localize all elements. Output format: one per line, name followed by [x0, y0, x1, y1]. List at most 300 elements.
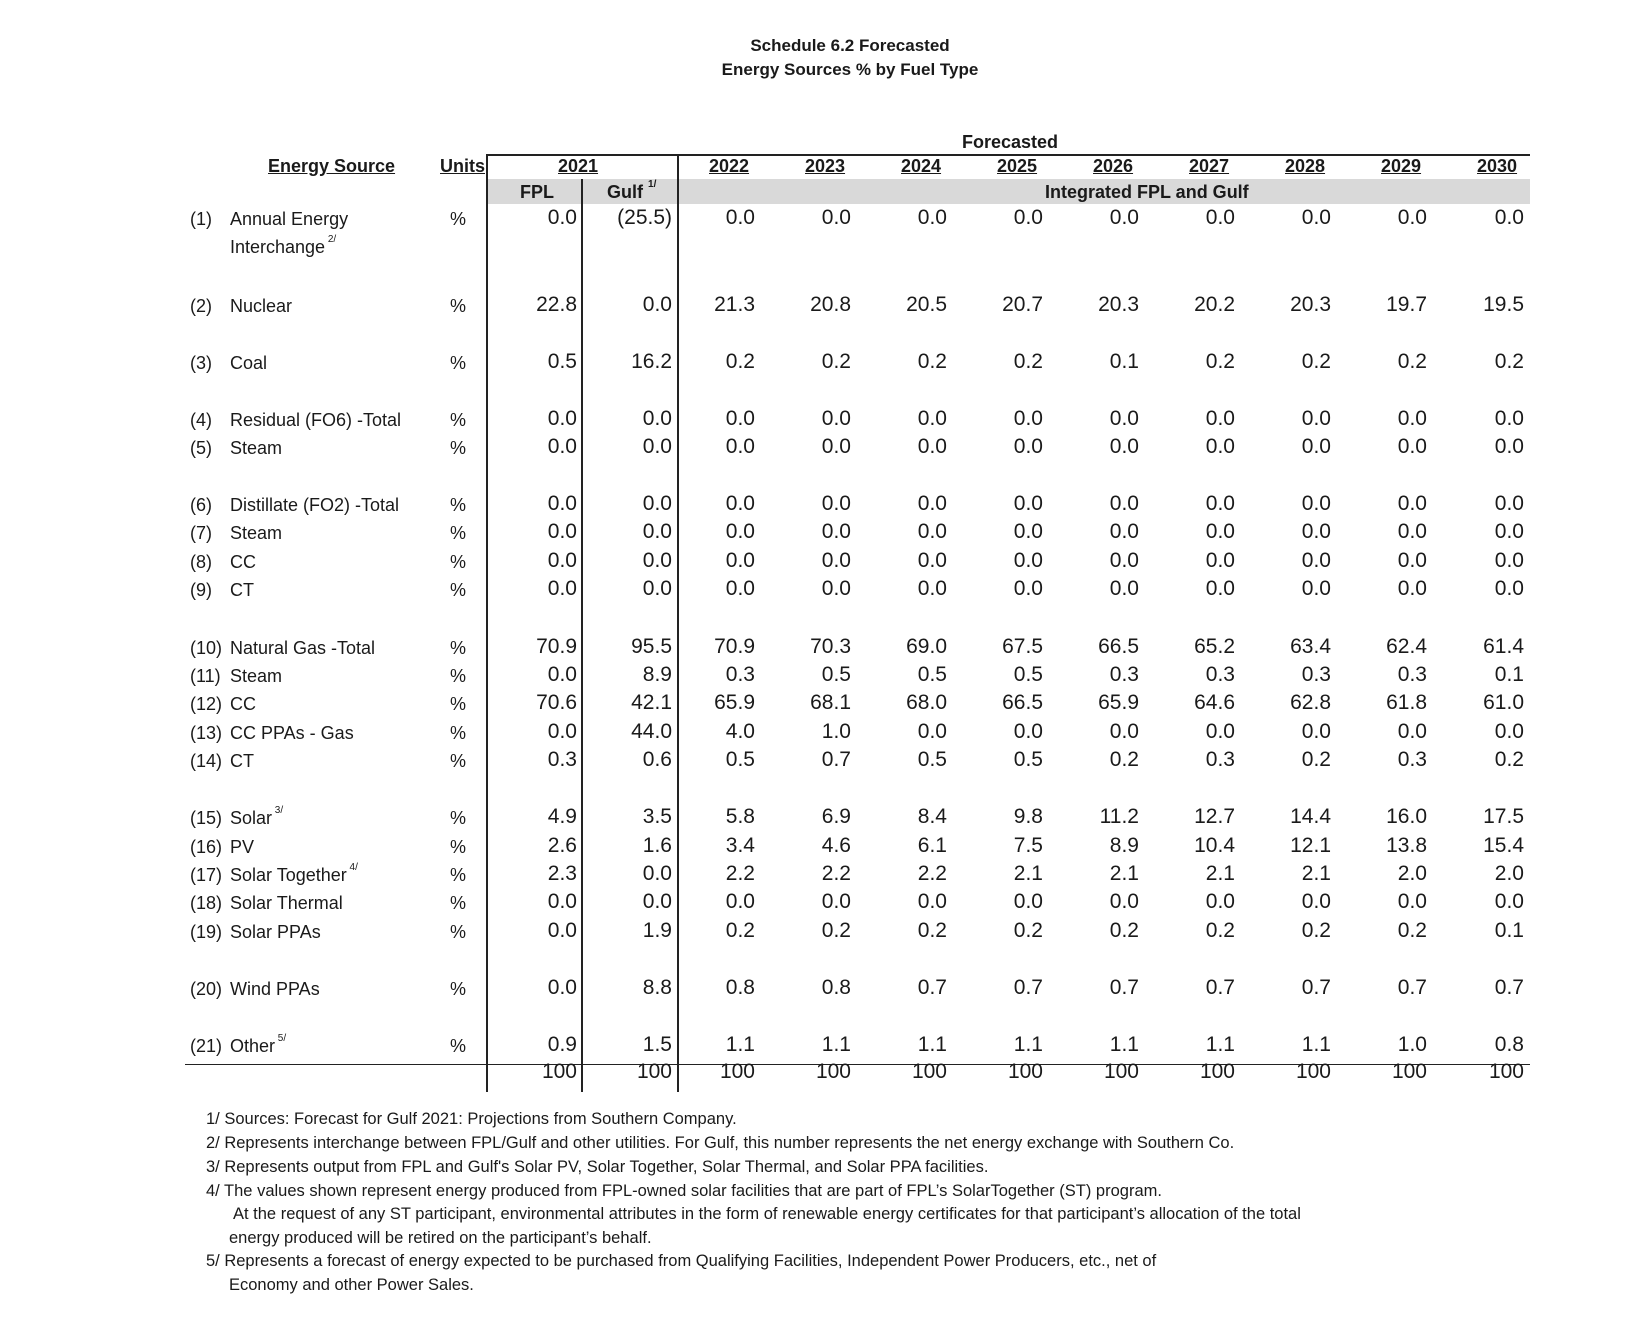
- total-cell: 100: [815, 1060, 851, 1083]
- table-cell: 0.0: [547, 663, 577, 686]
- table-cell: 0.7: [1109, 976, 1139, 999]
- table-cell: 0.1: [1494, 919, 1524, 942]
- table-cell: 1.1: [821, 1033, 851, 1056]
- row-label: [230, 751, 254, 772]
- table-cell: 61.8: [1386, 691, 1427, 714]
- table-cell: 0.0: [1013, 407, 1043, 430]
- row-unit: %: [449, 751, 466, 771]
- table-cell: 0.0: [917, 549, 947, 572]
- year-header-2024: 2024: [901, 156, 942, 176]
- table-cell: 0.0: [821, 549, 851, 572]
- forecasted-header: Forecasted: [962, 132, 1059, 152]
- table-cell: 0.8: [1494, 1033, 1524, 1056]
- row-unit: %: [449, 523, 466, 543]
- row-label: [230, 523, 282, 544]
- table-cell: 0.0: [1013, 890, 1043, 913]
- year-header-2022: 2022: [709, 156, 750, 176]
- table-cell: 0.8: [821, 976, 851, 999]
- table-cell: 0.0: [547, 435, 577, 458]
- table-cell: 0.0: [917, 407, 947, 430]
- table-cell: 0.0: [1494, 435, 1524, 458]
- table-cell: 2.6: [547, 834, 577, 857]
- table-cell: 1.0: [1397, 1033, 1427, 1056]
- table-cell: 0.1: [1494, 663, 1524, 686]
- table-cell: 61.0: [1483, 691, 1524, 714]
- row-label: [230, 495, 399, 516]
- table-cell: 0.0: [1397, 492, 1427, 515]
- table-cell: 0.0: [1494, 890, 1524, 913]
- footnote: 5/ Represents a forecast of energy expected to be purchased from Qualifying Facilities, Independent Power Producers, etc., net of: [206, 1252, 1157, 1270]
- title-line-1: Schedule 6.2 Forecasted: [750, 36, 950, 55]
- table-cell: 0.0: [1205, 720, 1235, 743]
- table-cell: 2.1: [1013, 862, 1043, 885]
- table-cell: 3.5: [642, 805, 672, 828]
- table-cell: 0.0: [1397, 407, 1427, 430]
- row-number: (5): [190, 438, 212, 458]
- table-cell: 0.0: [642, 492, 672, 515]
- table-cell: 0.0: [1397, 435, 1427, 458]
- table-cell: 0.0: [1301, 435, 1331, 458]
- year-2021-header: 2021: [558, 156, 599, 176]
- table-cell: 2.1: [1109, 862, 1139, 885]
- table-cell: 0.0: [642, 577, 672, 600]
- rule-fpl-gulf: [581, 179, 583, 1092]
- table-cell: 1.5: [642, 1033, 672, 1056]
- table-cell: 0.0: [1205, 206, 1235, 229]
- table-cell: 0.0: [1013, 206, 1043, 229]
- table-cell: 0.0: [917, 890, 947, 913]
- table-cell: 0.0: [1013, 720, 1043, 743]
- row-number: (2): [190, 296, 212, 316]
- table-cell: 0.0: [1494, 520, 1524, 543]
- table-cell: 14.4: [1290, 805, 1331, 828]
- year-header-2028: 2028: [1285, 156, 1326, 176]
- table-cell: 1.6: [642, 834, 672, 857]
- table-cell: 0.0: [1109, 577, 1139, 600]
- table-cell: 0.3: [1397, 663, 1427, 686]
- table-cell: 0.2: [917, 350, 947, 373]
- row-label: [230, 805, 284, 829]
- table-cell: 0.2: [1013, 350, 1043, 373]
- table-cell: 0.0: [1205, 890, 1235, 913]
- table-cell: 6.1: [917, 834, 947, 857]
- table-cell: 21.3: [714, 293, 755, 316]
- row-label-text: Solar Thermal: [230, 893, 343, 913]
- table-cell: 0.0: [547, 976, 577, 999]
- table-cell: 0.0: [725, 435, 755, 458]
- table-cell: 0.0: [1109, 407, 1139, 430]
- row-label: [230, 837, 254, 858]
- energy-source-header: Energy Source: [268, 156, 396, 176]
- row-label-note: 5/: [275, 1033, 287, 1044]
- table-cell: 0.0: [642, 293, 672, 316]
- total-cell: 100: [636, 1060, 672, 1083]
- table-cell: 0.0: [1205, 549, 1235, 572]
- row-label: [230, 922, 321, 943]
- row-label: [230, 979, 320, 1000]
- table-cell: 0.0: [821, 206, 851, 229]
- table-cell: 0.0: [1013, 549, 1043, 572]
- row-label-text: CC: [230, 694, 256, 714]
- row-label-text: Residual (FO6) -Total: [230, 410, 402, 430]
- table-cell: 0.0: [547, 549, 577, 572]
- row-number: (12): [190, 694, 223, 714]
- table-cell: 0.3: [725, 663, 755, 686]
- row-unit: %: [449, 893, 466, 913]
- table-cell: 0.5: [917, 663, 947, 686]
- table-cell: 0.0: [1301, 549, 1331, 572]
- row-unit: %: [449, 979, 466, 999]
- row-label: [230, 694, 256, 715]
- table-cell: 0.0: [1205, 577, 1235, 600]
- table-cell: 0.0: [725, 549, 755, 572]
- total-cell: 100: [1391, 1060, 1427, 1083]
- row-number: (11): [190, 666, 221, 686]
- table-cell: 95.5: [631, 635, 672, 658]
- table-cell: 0.5: [725, 748, 755, 771]
- row-label-text: Other: [230, 1036, 276, 1056]
- table-cell: 0.0: [821, 520, 851, 543]
- table-cell: 0.0: [1205, 435, 1235, 458]
- table-cell: 66.5: [1002, 691, 1043, 714]
- row-label: [230, 353, 267, 374]
- table-cell: 0.7: [1205, 976, 1235, 999]
- table-cell: 0.7: [821, 748, 851, 771]
- row-number: (6): [190, 495, 212, 515]
- table-cell: 0.0: [1397, 549, 1427, 572]
- row-label-text: Natural Gas -Total: [230, 638, 376, 658]
- table-cell: 0.3: [1109, 663, 1139, 686]
- row-label: [230, 723, 354, 744]
- table-cell: 0.0: [725, 206, 755, 229]
- table-cell: 0.0: [1013, 492, 1043, 515]
- table-cell: 20.3: [1098, 293, 1139, 316]
- table-cell: 0.3: [1205, 748, 1235, 771]
- table-cell: 70.3: [810, 635, 851, 658]
- table-cell: 1.1: [725, 1033, 755, 1056]
- table-cell: 0.0: [821, 492, 851, 515]
- table-cell: 68.1: [810, 691, 851, 714]
- table-cell: 0.5: [1013, 748, 1043, 771]
- row-unit: %: [449, 922, 466, 942]
- row-number: (15): [190, 808, 223, 828]
- table-cell: 0.0: [725, 890, 755, 913]
- footnote: 1/ Sources: Forecast for Gulf 2021: Projections from Southern Company.: [206, 1110, 737, 1128]
- table-cell: 0.7: [1013, 976, 1043, 999]
- table-cell: 0.0: [547, 407, 577, 430]
- table-cell: 0.0: [1013, 577, 1043, 600]
- table-cell: 1.1: [1109, 1033, 1139, 1056]
- table-cell: 0.5: [547, 350, 577, 373]
- row-number: (1): [190, 209, 212, 229]
- table-cell: 65.2: [1194, 635, 1235, 658]
- row-unit: %: [449, 723, 466, 743]
- row-number: (20): [190, 979, 223, 999]
- row-unit: %: [449, 808, 466, 828]
- table-cell: 42.1: [631, 691, 672, 714]
- table-cell: 4.0: [725, 720, 755, 743]
- table-cell: 0.0: [917, 520, 947, 543]
- table-cell: 65.9: [1098, 691, 1139, 714]
- table-cell: 0.2: [725, 919, 755, 942]
- table-cell: 15.4: [1483, 834, 1524, 857]
- table-cell: 0.2: [821, 919, 851, 942]
- table-cell: 0.9: [547, 1033, 577, 1056]
- table-cell: 0.8: [725, 976, 755, 999]
- table-cell: 20.5: [906, 293, 947, 316]
- table-cell: 13.8: [1386, 834, 1427, 857]
- table-cell: 0.0: [917, 435, 947, 458]
- row-label-note: 4/: [346, 862, 358, 873]
- row-label-text: Solar PPAs: [230, 922, 321, 942]
- table-cell: 0.0: [917, 492, 947, 515]
- table-cell: 0.0: [1301, 720, 1331, 743]
- table-cell: 0.0: [642, 407, 672, 430]
- table-cell: 11.2: [1099, 805, 1139, 828]
- table-cell: 63.4: [1290, 635, 1331, 658]
- table-cell: 62.4: [1386, 635, 1427, 658]
- table-cell: 0.0: [1109, 720, 1139, 743]
- row-unit: %: [449, 296, 466, 316]
- units-header: Units: [440, 156, 485, 176]
- table-cell: 0.2: [1205, 350, 1235, 373]
- table-cell: 0.6: [642, 748, 672, 771]
- table-cell: 0.2: [1397, 919, 1427, 942]
- table-cell: 8.9: [642, 663, 672, 686]
- table-cell: 0.0: [725, 492, 755, 515]
- table-cell: 0.0: [642, 862, 672, 885]
- table-cell: 0.0: [1301, 407, 1331, 430]
- table-cell: 1.1: [917, 1033, 947, 1056]
- table-cell: 0.0: [547, 919, 577, 942]
- table-cell: 0.0: [1494, 407, 1524, 430]
- table-cell: 20.7: [1002, 293, 1043, 316]
- table-cell: 0.0: [1205, 407, 1235, 430]
- table-cell: 4.6: [821, 834, 851, 857]
- table-cell: 66.5: [1098, 635, 1139, 658]
- table-cell: 0.2: [1013, 919, 1043, 942]
- table-cell: 0.0: [1109, 492, 1139, 515]
- total-cell: 100: [1488, 1060, 1524, 1083]
- table-cell: 0.0: [1494, 492, 1524, 515]
- row-unit: %: [449, 209, 466, 229]
- table-cell: 20.2: [1194, 293, 1235, 316]
- table-cell: 0.0: [725, 407, 755, 430]
- year-header-2030: 2030: [1477, 156, 1518, 176]
- row-label: [230, 552, 256, 573]
- table-cell: 20.3: [1290, 293, 1331, 316]
- table-cell: 8.9: [1109, 834, 1139, 857]
- footnote: At the request of any ST participant, environmental attributes in the form of renewable energy certificates for that participant’s allocation of the total: [233, 1205, 1301, 1223]
- table-cell: 61.4: [1483, 635, 1524, 658]
- footnote: 2/ Represents interchange between FPL/Gulf and other utilities. For Gulf, this number represents the net energy exchange with Southern Co.: [206, 1134, 1235, 1152]
- row-unit: %: [449, 552, 466, 572]
- table-cell: 2.2: [821, 862, 851, 885]
- row-unit: %: [449, 666, 466, 686]
- row-label: [230, 862, 358, 886]
- total-cell: 100: [1295, 1060, 1331, 1083]
- integrated-subheader: Integrated FPL and Gulf: [1045, 182, 1249, 202]
- table-cell: 0.5: [1013, 663, 1043, 686]
- table-cell: 12.1: [1290, 834, 1331, 857]
- table-cell: 0.0: [1494, 549, 1524, 572]
- row-unit: %: [449, 495, 466, 515]
- table-cell: 0.0: [1013, 520, 1043, 543]
- row-number: (8): [190, 552, 212, 572]
- table-cell: 0.0: [547, 520, 577, 543]
- table-cell: 0.0: [1301, 206, 1331, 229]
- table-cell: 0.0: [547, 720, 577, 743]
- table-cell: 0.0: [821, 407, 851, 430]
- table-cell: 0.0: [725, 577, 755, 600]
- row-label: [230, 1033, 287, 1057]
- table-cell: 4.9: [547, 805, 577, 828]
- total-cell: 100: [541, 1060, 577, 1083]
- table-cell: 0.2: [917, 919, 947, 942]
- row-label-text: Solar Together: [230, 865, 347, 885]
- footnote: 3/ Represents output from FPL and Gulf's Solar PV, Solar Together, Solar Thermal, and Solar PPA facilities.: [206, 1158, 989, 1176]
- table-cell: 1.9: [642, 919, 672, 942]
- table-cell: 0.0: [1494, 206, 1524, 229]
- table-cell: 7.5: [1013, 834, 1043, 857]
- table-cell: 0.0: [1397, 520, 1427, 543]
- table-cell: 2.2: [725, 862, 755, 885]
- table-cell: 1.1: [1013, 1033, 1043, 1056]
- row-label-text: Coal: [230, 353, 268, 373]
- gulf-label: Gulf: [607, 182, 643, 202]
- table-cell: 0.0: [1109, 435, 1139, 458]
- table-cell: 68.0: [906, 691, 947, 714]
- table-cell: 0.7: [917, 976, 947, 999]
- row-unit: %: [449, 353, 466, 373]
- row-label-text: CC PPAs - Gas: [230, 723, 354, 743]
- row-label-note-2: 2/: [325, 234, 337, 245]
- row-unit: %: [449, 438, 466, 458]
- footnote: Economy and other Power Sales.: [229, 1276, 474, 1294]
- table-cell: 0.0: [1013, 435, 1043, 458]
- table-cell: 17.5: [1483, 805, 1524, 828]
- table-cell: 0.0: [1397, 577, 1427, 600]
- footnote: energy produced will be retired on the participant’s behalf.: [229, 1229, 652, 1247]
- gulf-note: 1/: [648, 179, 657, 190]
- row-number: (9): [190, 580, 212, 600]
- row-label-text-2: Interchange: [230, 237, 326, 257]
- row-label-note: 3/: [272, 805, 284, 816]
- row-number: (10): [190, 638, 223, 658]
- table-cell: 67.5: [1002, 635, 1043, 658]
- row-label-continued: [230, 234, 337, 258]
- table-cell: 0.0: [1301, 520, 1331, 543]
- total-cell: 100: [1103, 1060, 1139, 1083]
- row-number: (16): [190, 837, 223, 857]
- row-label-text: PV: [230, 837, 255, 857]
- table-cell: 0.5: [821, 663, 851, 686]
- row-label: [230, 296, 292, 317]
- table-cell: 0.0: [1109, 206, 1139, 229]
- row-number: (3): [190, 353, 212, 373]
- row-unit: %: [449, 1036, 466, 1056]
- table-cell: 62.8: [1290, 691, 1331, 714]
- table-cell: 0.1: [1109, 350, 1139, 373]
- table-cell: 0.2: [1397, 350, 1427, 373]
- table-cell: 2.1: [1301, 862, 1331, 885]
- table-cell: 2.0: [1397, 862, 1427, 885]
- table-cell: 0.2: [725, 350, 755, 373]
- row-unit: %: [449, 865, 466, 885]
- row-unit: %: [449, 638, 466, 658]
- row-label-text: Wind PPAs: [230, 979, 320, 999]
- row-number: (19): [190, 922, 223, 942]
- table-cell: 0.2: [1494, 350, 1524, 373]
- table-cell: 0.0: [1301, 577, 1331, 600]
- table-cell: 0.2: [1109, 748, 1139, 771]
- table-cell: 0.0: [547, 890, 577, 913]
- table-cell: 0.0: [1109, 890, 1139, 913]
- table-cell: 0.0: [1109, 520, 1139, 543]
- table-cell: 12.7: [1194, 805, 1235, 828]
- row-number: (7): [190, 523, 212, 543]
- row-number: (13): [190, 723, 223, 743]
- table-cell: 0.7: [1494, 976, 1524, 999]
- table-cell: 0.0: [642, 520, 672, 543]
- row-label-text: CC: [230, 552, 256, 572]
- table-cell: 1.1: [1301, 1033, 1331, 1056]
- table-cell: 0.7: [1301, 976, 1331, 999]
- table-cell: 0.0: [917, 577, 947, 600]
- table-cell: 0.2: [821, 350, 851, 373]
- table-cell: 16.0: [1386, 805, 1427, 828]
- row-label-text: CT: [230, 580, 254, 600]
- table-cell: 2.0: [1494, 862, 1524, 885]
- table-cell: 9.8: [1013, 805, 1043, 828]
- row-unit: %: [449, 837, 466, 857]
- table-cell: 5.8: [725, 805, 755, 828]
- table-cell: 44.0: [631, 720, 672, 743]
- table-cell: 1.0: [821, 720, 851, 743]
- table-cell: 0.0: [1397, 720, 1427, 743]
- table-cell: 0.2: [1301, 748, 1331, 771]
- table-cell: 70.9: [714, 635, 755, 658]
- table-cell: 0.0: [642, 435, 672, 458]
- footnote: 4/ The values shown represent energy produced from FPL-owned solar facilities that are part of FPL’s SolarTogether (ST) program.: [206, 1182, 1162, 1200]
- row-unit: %: [449, 694, 466, 714]
- row-number: (21): [190, 1036, 223, 1056]
- table-cell: 0.0: [821, 435, 851, 458]
- table-cell: 0.0: [1397, 890, 1427, 913]
- table-cell: 0.0: [642, 549, 672, 572]
- row-label-text: Nuclear: [230, 296, 293, 316]
- table-cell: 2.2: [917, 862, 947, 885]
- table-cell: 0.3: [1205, 663, 1235, 686]
- row-label: [230, 893, 343, 914]
- total-cell: 100: [719, 1060, 755, 1083]
- table-cell: 0.0: [821, 577, 851, 600]
- table-cell: 2.3: [547, 862, 577, 885]
- table-cell: 1.1: [1205, 1033, 1235, 1056]
- table-cell: 8.4: [917, 805, 947, 828]
- row-number: (14): [190, 751, 223, 771]
- row-label: [230, 580, 254, 601]
- table-cell: 8.8: [642, 976, 672, 999]
- total-cell: 100: [1007, 1060, 1043, 1083]
- row-number: (4): [190, 410, 212, 430]
- table-cell: 69.0: [906, 635, 947, 658]
- header-top-rule: [488, 154, 1530, 156]
- table-cell: 0.0: [821, 890, 851, 913]
- table-cell: 0.0: [725, 520, 755, 543]
- row-label: [230, 438, 282, 459]
- table-cell: 0.0: [917, 206, 947, 229]
